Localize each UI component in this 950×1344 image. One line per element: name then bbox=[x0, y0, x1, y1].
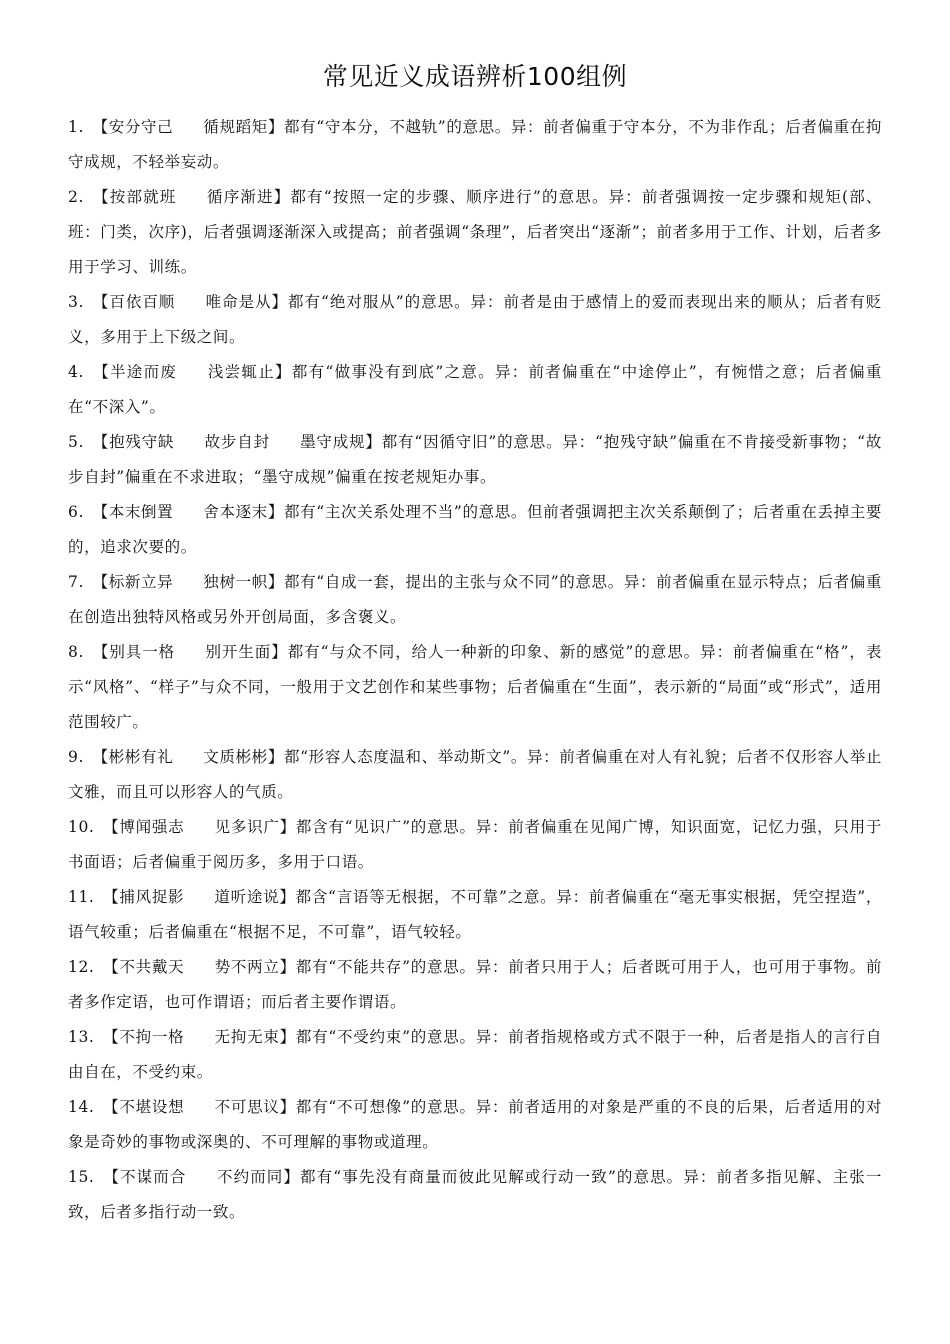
idiom-b: 无拘无束】 bbox=[214, 1028, 296, 1046]
list-item bbox=[68, 810, 882, 880]
idiom-b: 故步自封 bbox=[204, 433, 270, 451]
entry-number: 4. bbox=[68, 363, 84, 381]
idiom-b: 浅尝辄止】 bbox=[207, 363, 292, 381]
list-item bbox=[68, 880, 882, 950]
idiom-a: 【不拘一格 bbox=[103, 1028, 185, 1046]
entry-number: 11. bbox=[68, 888, 95, 906]
idiom-b: 势不两立】 bbox=[214, 958, 296, 976]
list-item bbox=[68, 285, 882, 355]
list-item bbox=[68, 1160, 882, 1230]
entry-number: 15. bbox=[68, 1168, 95, 1186]
idiom-a: 【别具一格 bbox=[92, 643, 176, 661]
idiom-b: 循规蹈矩】 bbox=[203, 118, 284, 136]
entry-text: 都有“守本分，不越轨”的意思。异：前者偏重于守本分，不为非作乱；后者偏重在拘守成规，不轻举妄动。 bbox=[68, 118, 882, 171]
entry-number: 1. bbox=[68, 118, 84, 136]
entry-text: 都有“不受约束”的意思。异：前者指规格或方式不限于一种，后者是指人的言行自由自在，不受约束。 bbox=[68, 1028, 882, 1081]
idiom-a: 【捕风捉影 bbox=[103, 888, 185, 906]
idiom-a: 【不谋而合 bbox=[103, 1168, 187, 1186]
entry-text: 都有“不能共存”的意思。异：前者只用于人；后者既可用于人，也可用于事物。前者多作定语，也可作谓语；而后者主要作谓语。 bbox=[68, 958, 882, 1011]
idiom-a: 【本末倒置 bbox=[92, 503, 174, 521]
list-item bbox=[68, 1090, 882, 1160]
idiom-c: 墨守成规】 bbox=[299, 433, 382, 451]
idiom-b: 别开生面】 bbox=[205, 643, 288, 661]
entry-text: 都有“自成一套，提出的主张与众不同”的意思。异：前者偏重在显示特点；后者偏重在创造出独特风格或另外开创局面，多含褒义。 bbox=[68, 573, 882, 626]
list-item bbox=[68, 950, 882, 1020]
idiom-b: 不可思议】 bbox=[214, 1098, 296, 1116]
idiom-b: 唯命是从】 bbox=[205, 293, 289, 311]
entry-text: 都有“绝对服从”的意思。异：前者是由于感情上的爱而表现出来的顺从；后者有贬义，多用于上下级之间。 bbox=[68, 293, 882, 346]
entry-text: 都“形容人态度温和、举动斯文”。异：前者偏重在对人有礼貌；后者不仅形容人举止文雅，而且可以形容人的气质。 bbox=[68, 748, 882, 801]
entry-text: 都有“不可想像”的意思。异：前者适用的对象是严重的不良的后果，后者适用的对象是奇妙的事物或深奥的、不可理解的事物或道理。 bbox=[68, 1098, 882, 1151]
list-item bbox=[68, 565, 882, 635]
list-item bbox=[68, 495, 882, 565]
entry-number: 10. bbox=[68, 818, 95, 836]
idiom-a: 【不堪设想 bbox=[103, 1098, 185, 1116]
entry-text: 都有“按照一定的步骤、顺序进行”的意思。异：前者强调按一定步骤和规矩(部、班：门类，次序)，后者强调逐渐深入或提高；前者强调“条理”，后者突出“逐渐”；前者多用于工作、计划，后者多用于学习、训练。 bbox=[68, 188, 882, 276]
list-item bbox=[68, 355, 882, 425]
idiom-b: 独树一帜】 bbox=[203, 573, 284, 591]
list-item bbox=[68, 635, 882, 740]
entry-number: 9. bbox=[68, 748, 84, 766]
idiom-b: 文质彬彬】 bbox=[203, 748, 284, 766]
list-item bbox=[68, 1020, 882, 1090]
list-item bbox=[68, 110, 882, 180]
entry-number: 14. bbox=[68, 1098, 95, 1116]
list-item bbox=[68, 425, 882, 495]
idiom-b: 道听途说】 bbox=[214, 888, 296, 906]
idiom-a: 【安分守己 bbox=[92, 118, 174, 136]
entry-number: 12. bbox=[68, 958, 95, 976]
entry-number: 5. bbox=[68, 433, 84, 451]
list-item bbox=[68, 740, 882, 810]
entry-text: 都有“事先没有商量而彼此见解或行动一致”的意思。异：前者多指见解、主张一致，后者多指行动一致。 bbox=[68, 1168, 882, 1221]
entry-number: 2. bbox=[68, 188, 84, 206]
idiom-a: 【抱残守缺 bbox=[92, 433, 175, 451]
idiom-a: 【按部就班 bbox=[93, 188, 177, 206]
idiom-a: 【彬彬有礼 bbox=[92, 748, 174, 766]
entry-text: 都有“因循守旧”的意思。异：“抱残守缺”偏重在不肯接受新事物；“故步自封”偏重在不求进取；“墨守成规”偏重在按老规矩办事。 bbox=[68, 433, 882, 486]
idiom-a: 【不共戴天 bbox=[103, 958, 185, 976]
entry-number: 13. bbox=[68, 1028, 95, 1046]
entry-text: 都有“与众不同，给人一种新的印象、新的感觉”的意思。异：前者偏重在“格”，表示“风格”、“样子”与众不同，一般用于文艺创作和某些事物；后者偏重在“生面”，表示新的“局面”或“形式”，适用范围较广。 bbox=[68, 643, 882, 731]
idiom-b: 循序渐进】 bbox=[206, 188, 291, 206]
entry-text: 都含有“见识广”的意思。异：前者偏重在见闻广博，知识面宽，记忆力强，只用于书面语；后者偏重于阅历多，多用于口语。 bbox=[68, 818, 882, 871]
entry-number: 6. bbox=[68, 503, 84, 521]
entry-text: 都有“主次关系处理不当”的意思。但前者强调把主次关系颠倒了；后者重在丢掉主要的，追求次要的。 bbox=[68, 503, 882, 556]
idiom-b: 不约而同】 bbox=[216, 1168, 301, 1186]
entry-number: 3. bbox=[68, 293, 84, 311]
idiom-a: 【百依百顺 bbox=[92, 293, 176, 311]
entry-number: 7. bbox=[68, 573, 84, 591]
entry-number: 8. bbox=[68, 643, 84, 661]
entry-text: 都有“做事没有到底”之意。异：前者偏重在“中途停止”，有惋惜之意；后者偏重在“不深入”。 bbox=[68, 363, 882, 416]
idiom-b: 舍本逐末】 bbox=[203, 503, 284, 521]
page-title: 常见近义成语辨析100组例 bbox=[322, 62, 628, 91]
idiom-b: 见多识广】 bbox=[214, 818, 296, 836]
entry-text: 都含“言语等无根据，不可靠”之意。异：前者偏重在“毫无事实根据，凭空捏造”，语气较重；后者偏重在“根据不足，不可靠”，语气较轻。 bbox=[68, 888, 882, 941]
entry-list bbox=[68, 110, 882, 1230]
idiom-a: 【博闻强志 bbox=[103, 818, 185, 836]
idiom-a: 【半途而废 bbox=[93, 363, 178, 381]
list-item bbox=[68, 180, 882, 285]
idiom-a: 【标新立异 bbox=[92, 573, 174, 591]
